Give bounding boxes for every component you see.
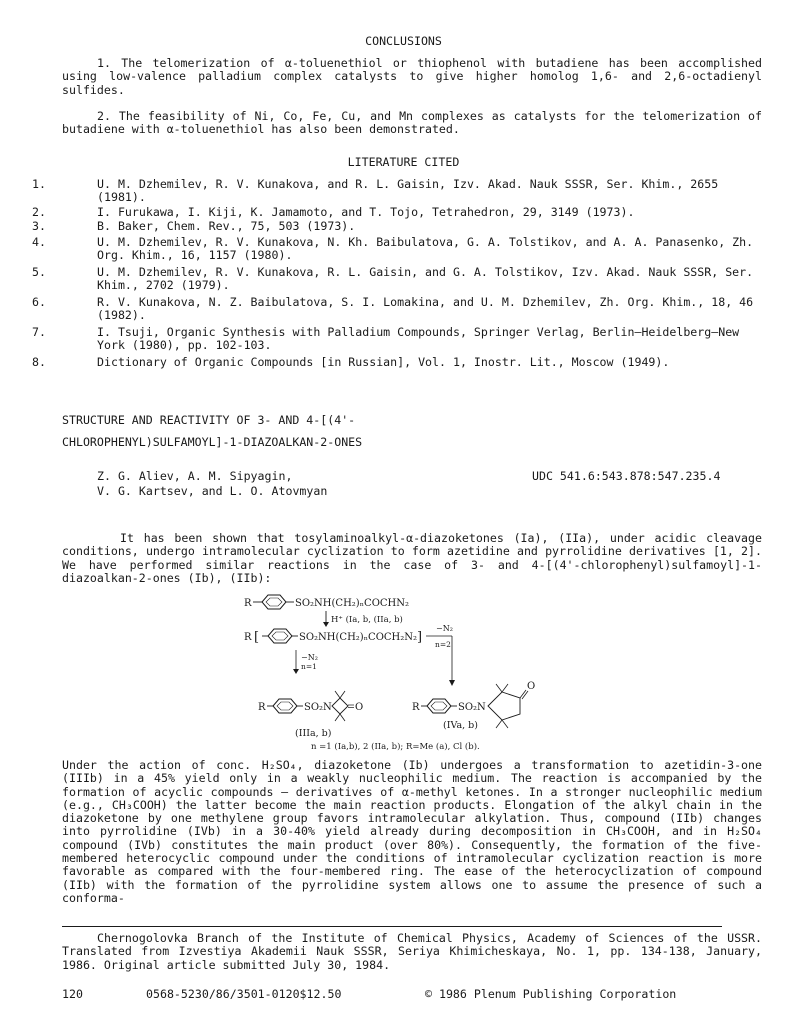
conclusions-heading: CONCLUSIONS <box>365 34 442 48</box>
affiliation-note: Chernogolovka Branch of the Institute of Chemical Physics, Academy of Sciences of the USSR. Translated from Izvestiya Akademii Nauk SSSR, Seriya Khimicheskaya, No. 1, pp. 134-138, January, 1986. Original article submitted July 30, 1984. <box>62 931 769 972</box>
copyright-notice: © 1986 Plenum Publishing Corporation <box>425 987 677 1001</box>
scheme-so2n-left: SO₂N <box>304 702 332 713</box>
benzene-ring-icon <box>273 699 297 713</box>
udc-code: UDC 541.6:543.878:547.235.4 <box>532 469 721 483</box>
reference-text: I. Furukawa, I. Kiji, K. Jamamoto, and T. Tojo, Tetrahedron, 29, 3149 (1973). <box>97 205 635 219</box>
reference-number: 4. <box>32 235 46 249</box>
literature-heading: LITERATURE CITED <box>347 155 460 169</box>
conclusion-item-1: 1. The telomerization of α-toluenethiol or thiophenol with butadiene has been accomplished using low-valence palladium complex catalysts to give higher homolog 1,6- and 2,6-octadienyl sulfides. <box>62 56 769 97</box>
scheme-minus-n2-right: −N₂ <box>436 624 453 633</box>
azetidinone-ring-icon <box>332 691 354 721</box>
scheme-oxygen-left: O <box>355 702 364 713</box>
reference-text: U. M. Dzhemilev, R. V. Kunakova, R. L. Gaisin, and G. A. Tolstikov, Izv. Akad. Nauk SSSR, Ser. Khim., 2702 (1979). <box>97 265 761 293</box>
pyrrolidinone-ring-icon <box>488 684 528 728</box>
reference-number: 1. <box>32 177 46 191</box>
scheme-label-iii: (IIIa, b) <box>295 728 332 739</box>
reaction-scheme <box>240 592 570 752</box>
reference-text: U. M. Dzhemilev, R. V. Kunakova, and R. L. Gaisin, Izv. Akad. Nauk SSSR, Ser. Khim., 2655 (1981). <box>97 177 726 205</box>
authors-line-2: V. G. Kartsev, and L. O. Atovmyan <box>97 484 328 498</box>
conclusion-item-2: 2. The feasibility of Ni, Co, Fe, Cu, and Mn complexes as catalysts for the telomerization of butadiene with α-toluenethiol has also been demonstrated. <box>62 109 769 137</box>
scheme-r-top: R <box>244 598 252 609</box>
scheme-r-left-product: R <box>258 702 266 713</box>
scheme-r-middle: R <box>244 632 252 643</box>
reference-text: U. M. Dzhemilev, R. V. Kunakova, N. Kh. Baibulatova, G. A. Tolstikov, and A. A. Panasenko, Zh. Org. Khim., 16, 1157 (1980). <box>97 235 761 263</box>
scheme-oxygen-right: O <box>527 681 536 692</box>
scheme-so2n-right: SO₂N <box>458 702 486 713</box>
reference-number: 2. <box>32 205 46 219</box>
reference-text: B. Baker, Chem. Rev., 75, 503 (1973). <box>97 219 356 233</box>
reference-text: R. V. Kunakova, N. Z. Baibulatova, S. I. Lomakina, and U. M. Dzhemilev, Zh. Org. Khim., 18, 46 (1982). <box>97 295 761 323</box>
benzene-ring-icon <box>262 595 286 609</box>
left-bracket: [ <box>254 630 260 645</box>
article-title-line-2: CHLOROPHENYL)SULFAMOYL]-1-DIAZOALKAN-2-ONES <box>62 435 363 449</box>
page-number: 120 <box>62 987 83 1001</box>
footer-rule <box>62 926 722 927</box>
reference-text: Dictionary of Organic Compounds [in Russian], Vol. 1, Inostr. Lit., Moscow (1949). <box>97 355 670 369</box>
scheme-acid-label: H⁺ (Ia, b, (IIa, b) <box>331 615 403 625</box>
scheme-footnote: n =1 (Ia,b), 2 (IIa, b); R=Me (a), Cl (b). <box>311 742 480 752</box>
scheme-middle-group: SO₂NH(CH₂)ₙCOCH₂N₂ <box>299 632 418 643</box>
benzene-ring-icon <box>268 629 292 643</box>
scheme-r-right-product: R <box>412 702 420 713</box>
benzene-ring-icon <box>427 699 451 713</box>
scheme-n2-condition: n=2 <box>435 640 451 649</box>
reference-number: 6. <box>32 295 46 309</box>
reference-text: I. Tsuji, Organic Synthesis with Palladium Compounds, Springer Verlag, Berlin–Heidelberg–New York (1980), pp. 102-103. <box>97 325 747 353</box>
reference-number: 8. <box>32 355 46 369</box>
body-paragraph: Under the action of conc. H₂SO₄, diazoketone (Ib) undergoes a transformation to azetidin-3-one (IIIb) in a 45% yield only in a weakly nucleophilic medium. The reaction is accompanied by the formation of acyclic compounds — derivatives of α-methyl ketones. In a stronger nucleophilic medium (e.g., CH₃COOH) the latter become the main reaction products. Elongation of the alkyl chain in the diazoketone by one methylene group favors intramolecular alkylation. Thus, compound (IIb) changes into pyrrolidine (IVb) in a 30-40% yield already during decomposition in CH₃COOH, and in H₂SO₄ compound (IVb) constitutes the main product (over 80%). Consequently, the formation of the five-membered heterocyclic compound under the conditions of intramolecular cyclization reaction is more favorable as compared with the four-membered ring. The ease of the heterocyclization of compound (IIb) with the formation of the pyrrolidine system allows one to assume the presence of such a conforma- <box>62 758 769 905</box>
article-code: 0568-5230/86/3501-0120$12.50 <box>146 987 342 1001</box>
right-bracket: ] <box>417 630 423 645</box>
scheme-n1-condition: n=1 <box>301 662 317 671</box>
article-title-line-1: STRUCTURE AND REACTIVITY OF 3- AND 4-[(4'- <box>62 413 356 427</box>
reference-number: 5. <box>32 265 46 279</box>
authors-line-1: Z. G. Aliev, A. M. Sipyagin, <box>97 469 293 483</box>
reference-number: 7. <box>32 325 46 339</box>
intro-paragraph: It has been shown that tosylaminoalkyl-α-diazoketones (Ia), (IIa), under acidic cleavage conditions, undergo intramolecular cyclization to form azetidine and pyrrolidine derivatives [1, 2]. We have performed similar reactions in the case of 3- and 4-[(4'-chlorophenyl)sulfamoyl]-1-diazoalkan-2-ones (Ib), (IIb): <box>62 531 769 585</box>
scheme-label-iv: (IVa, b) <box>443 720 478 731</box>
scheme-minus-n2-left: −N₂ <box>301 653 318 662</box>
scheme-top-group: SO₂NH(CH₂)ₙCOCHN₂ <box>295 598 410 609</box>
reference-number: 3. <box>32 219 46 233</box>
